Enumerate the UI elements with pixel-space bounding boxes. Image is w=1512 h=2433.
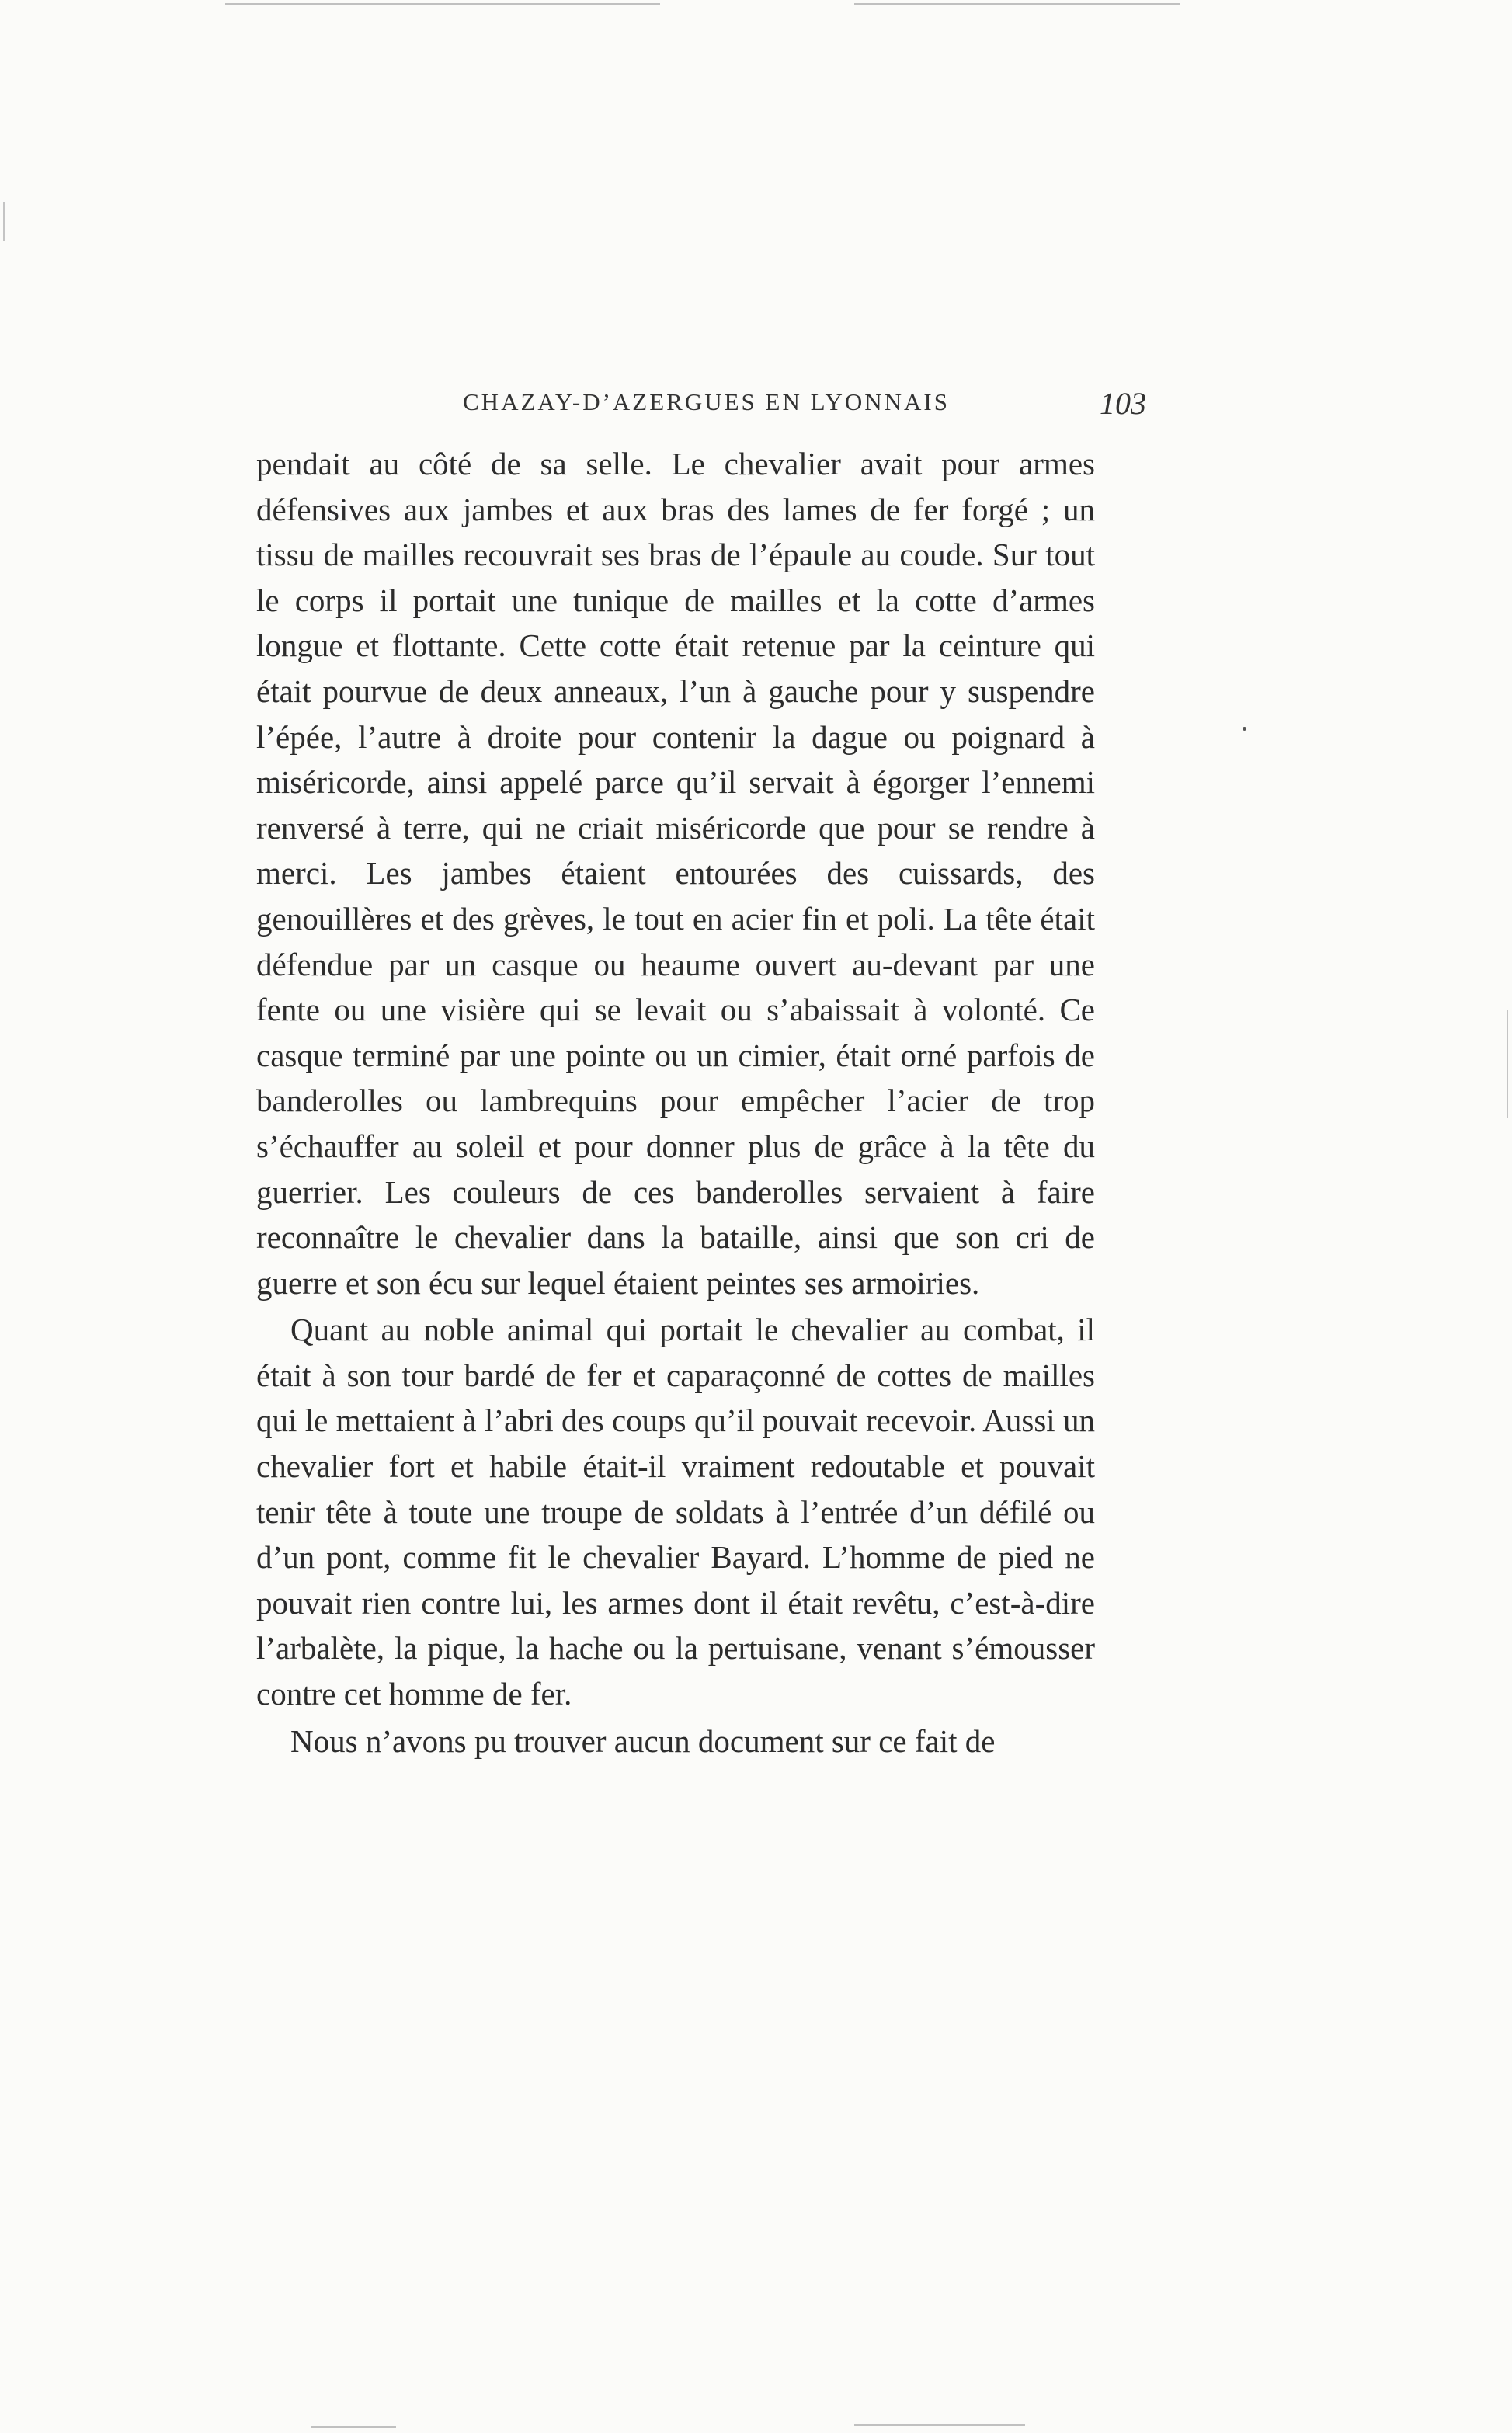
scan-edge-bottom: [854, 2424, 1025, 2426]
scan-edge-top-right: [854, 3, 1180, 5]
ink-speck: [1243, 727, 1246, 731]
scan-edge-left: [3, 202, 5, 241]
paragraph-1: pendait au côté de sa selle. Le chevalier avait pour armes défensives aux jambes et aux bras des lames de fer forgé ; un tissu de mailles recouvrait ses bras de l’épaule au coude. Sur tout le corps il portait une tunique de mailles et la cotte d’armes longue et flottante. Cette cotte était retenue par la ceinture qui était pourvue de deux anneaux, l’un à gauche pour y suspendre l’épée, l’autre à droite pour contenir la dague ou poignard à miséricorde, ainsi appelé parce qu’il servait à égorger l’ennemi renversé à terre, qui ne criait miséricorde que pour se rendre à merci. Les jambes étaient entourées des cuissards, des genouillères et des grèves, le tout en acier fin et poli. La tête était défendue par un casque ou heaume ouvert au-devant par une fente ou une visière qui se levait ou s’abaissait à volonté. Ce casque terminé par une pointe ou un cimier, était orné parfois de banderolles ou lambrequins pour empêcher l’acier de trop s’échauffer au soleil et pour donner plus de grâce à la tête du guerrier. Les couleurs de ces banderolles servaient à faire reconnaître le chevalier dans la bataille, ainsi que son cri de guerre et son écu sur lequel étaient peintes ses armoiries.: [256, 446, 1095, 1301]
running-title: CHAZAY-D’AZERGUES EN LYONNAIS: [463, 388, 950, 415]
paragraph-2: Quant au noble animal qui portait le chevalier au combat, il était à son tour bardé de fer et caparaçonné de cottes de mailles qui le mettaient à l’abri des coups qu’il pouvait recevoir. Aussi un chevalier fort et habile était-il vraiment redoutable et pouvait tenir tête à toute une troupe de soldats à l’entrée d’un défilé ou d’un pont, comme fit le chevalier Bayard. L’homme de pied ne pouvait rien contre lui, les armes dont il était revêtu, c’est-à-dire l’arbalète, la pique, la hache ou la pertuisane, venant s’émousser contre cet homme de fer.: [256, 1312, 1095, 1712]
running-head: [463, 388, 1146, 435]
paragraph-3: Nous n’avons pu trouver aucun document sur ce fait de: [290, 1722, 996, 1759]
scan-edge-bottom-left: [311, 2426, 396, 2428]
body-text: [256, 441, 1095, 1764]
page-number: 103: [1100, 386, 1146, 421]
scan-edge-right: [1507, 1010, 1508, 1118]
scan-edge-top: [225, 3, 660, 5]
